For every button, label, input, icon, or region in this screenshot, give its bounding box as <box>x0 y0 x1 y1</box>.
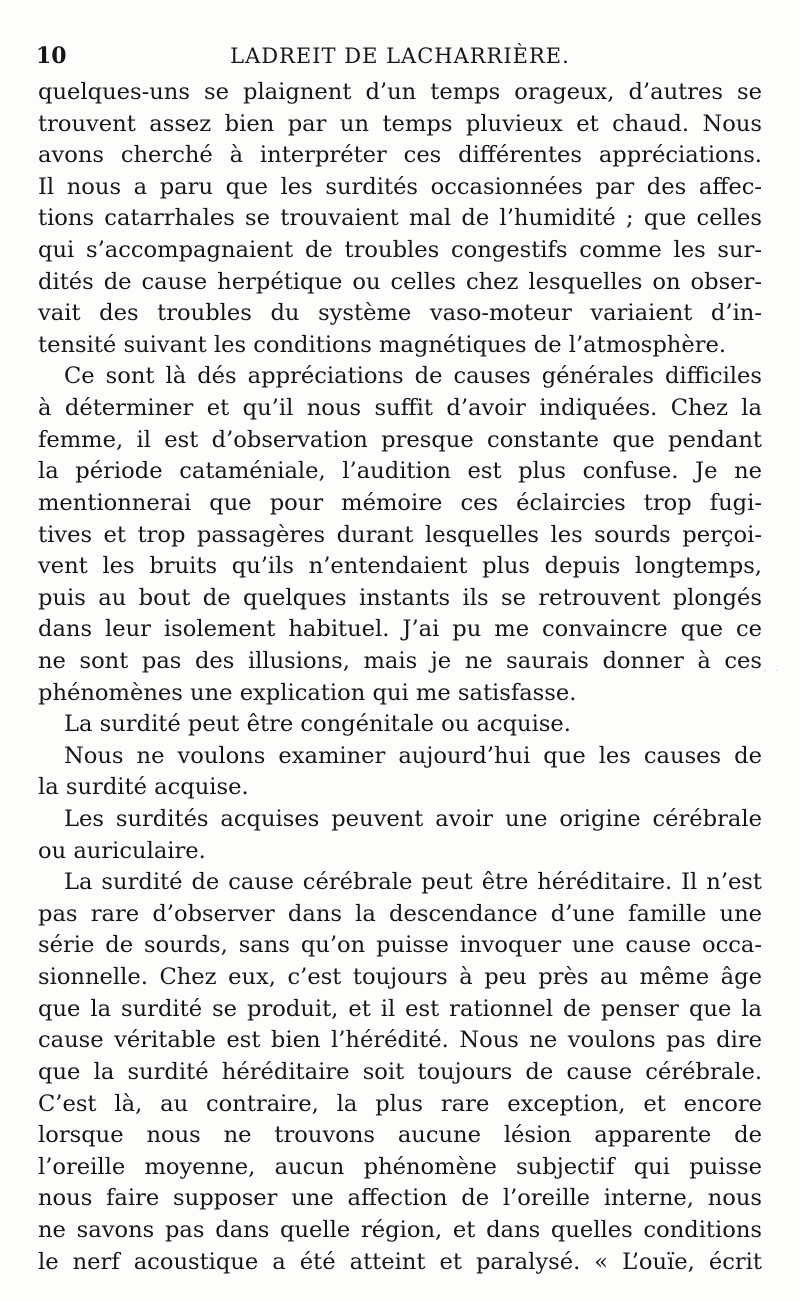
text-line: tensité suivant les conditions magnétiques de l’atmosphère. <box>38 331 727 358</box>
text-line: vait des troubles du système vaso-moteur variaient d’in- <box>38 300 762 327</box>
show-through-text: · · · <box>749 660 780 682</box>
text-line: La surdité peut être congénitale ou acquise. <box>64 711 571 738</box>
text-line: mentionnerai que pour mémoire ces éclaircies trop fugi- <box>38 489 762 516</box>
text-line: sionnelle. Chez eux, c’est toujours à peu près au même âge <box>38 964 762 991</box>
text-line: quelques-uns se plaignent d’un temps orageux, d’autres se <box>38 79 762 105</box>
text-line: vent les bruits qu’ils n’entendaient plus depuis longtemps, <box>38 553 762 580</box>
text-line: que la surdité héréditaire soit toujours de cause cérébrale. <box>38 1058 762 1085</box>
body-text <box>38 77 762 1278</box>
text-line: qui s’accompagnaient de troubles congestifs comme les sur- <box>38 237 762 264</box>
text-line: lorsque nous ne trouvons aucune lésion apparente de <box>38 1122 762 1149</box>
text-line: trouvent assez bien par un temps pluvieux et chaud. Nous <box>38 110 762 137</box>
text-line: Ce sont là dés appréciations de causes générales difficiles <box>64 363 762 390</box>
text-line: femme, il est d’observation presque constante que pendant <box>38 426 762 453</box>
text-line: dités de cause herpétique ou celles chez lesquelles on obser- <box>38 268 762 295</box>
text-line: tions catarrhales se trouvaient mal de l’humidité ; que celles <box>38 205 762 232</box>
text-line: que la surdité se produit, et il est rationnel de penser que la <box>38 995 762 1022</box>
text-line: La surdité de cause cérébrale peut être héréditaire. Il n’est <box>64 869 762 896</box>
text-line: ne savons pas dans quelle région, et dans quelles conditions <box>38 1216 762 1243</box>
running-title: LADREIT DE LACHARRIÈRE. <box>230 44 570 68</box>
text-line: C’est là, au contraire, la plus rare exception, et encore <box>38 1090 762 1117</box>
text-line: avons cherché à interpréter ces différentes appréciations. <box>38 142 762 169</box>
text-line: Les surdités acquises peuvent avoir une origine cérébrale <box>64 806 762 833</box>
text-line: la période cataméniale, l’audition est plus confuse. Je ne <box>38 458 762 485</box>
text-line: ou auriculaire. <box>38 837 206 864</box>
text-line: cause véritable est bien l’hérédité. Nous ne voulons pas dire <box>38 1027 762 1054</box>
page-number: 10 <box>36 43 67 69</box>
running-head <box>36 40 764 72</box>
text-line: pas rare d’observer dans la descendance d’une famille une <box>38 900 762 927</box>
text-line: la surdité acquise. <box>38 774 249 801</box>
text-line: série de sourds, sans qu’on puisse invoquer une cause occa- <box>38 932 762 959</box>
text-line: le nerf acoustique a été atteint et paralysé. « L’ouïe, écrit <box>38 1248 762 1275</box>
text-line: nous faire supposer une affection de l’oreille interne, nous <box>38 1185 762 1212</box>
text-line: à déterminer et qu’il nous suffit d’avoir indiquées. Chez la <box>38 395 762 422</box>
text-line: dans leur isolement habituel. J’ai pu me convaincre que ce <box>38 616 762 643</box>
text-line: puis au bout de quelques instants ils se retrouvent plongés <box>38 584 762 611</box>
text-line: l’oreille moyenne, aucun phénomène subjectif qui puisse <box>38 1153 762 1180</box>
text-line: Nous ne voulons examiner aujourd’hui que les causes de <box>64 742 762 769</box>
text-line: ne sont pas des illusions, mais je ne saurais donner à ces <box>38 647 762 674</box>
text-line: tives et trop passagères durant lesquelles les sourds perçoi- <box>38 521 762 548</box>
text-line: Il nous a paru que les surdités occasionnées par des affec- <box>38 173 762 200</box>
text-line: phénomènes une explication qui me satisfasse. <box>38 679 577 706</box>
